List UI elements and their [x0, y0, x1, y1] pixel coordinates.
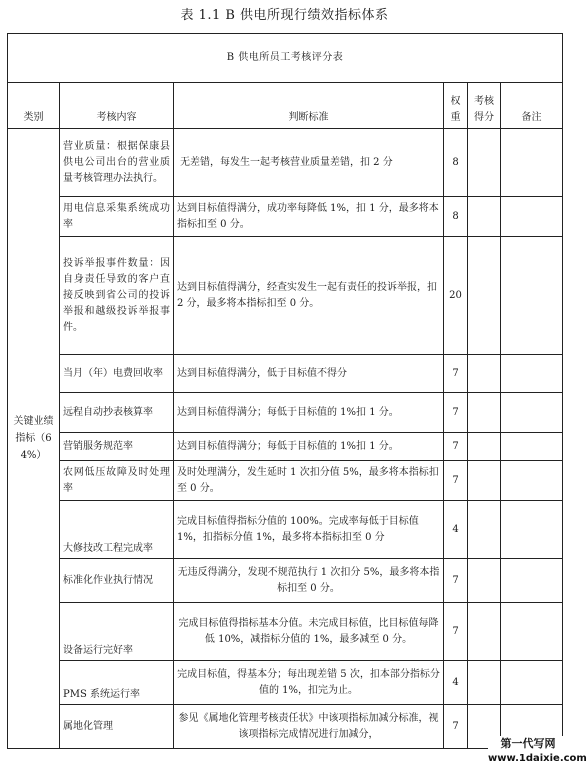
content-cell: 标准化作业执行情况 — [60, 559, 174, 603]
criteria-cell: 达到目标值得满分；每低于目标值的 1%扣 1 分。 — [174, 393, 444, 433]
remarks-cell[interactable] — [501, 461, 563, 501]
table-title: B 供电所员工考核评分表 — [8, 34, 563, 83]
table-row — [8, 129, 563, 197]
header-category: 类别 — [8, 83, 60, 129]
criteria-cell: 完成目标值得指标分值的 100%。完成率每低于目标值 1%，扣指标分值 1%，最多将本指标扣至 0 分 — [174, 501, 444, 559]
criteria-cell: 无违反得满分，发现不规范执行 1 次扣分 5%，最多将本指标扣至 0 分。 — [174, 559, 444, 603]
criteria-cell: 及时处理满分，发生延时 1 次扣分值 5%，最多将本指标扣至 0 分。 — [174, 461, 444, 501]
remarks-cell[interactable] — [501, 559, 563, 603]
header-score: 考核得分 — [468, 83, 501, 129]
content-cell: 远程自动抄表核算率 — [60, 393, 174, 433]
content-cell: 大修技改工程完成率 — [60, 501, 174, 559]
weight-cell: 8 — [444, 197, 468, 237]
content-cell: 农网低压故障及时处理率 — [60, 461, 174, 501]
weight-cell: 7 — [444, 355, 468, 393]
assessment-table — [7, 33, 563, 749]
remarks-cell[interactable] — [501, 661, 563, 705]
weight-cell: 7 — [444, 461, 468, 501]
weight-cell: 4 — [444, 661, 468, 705]
table-row — [8, 661, 563, 705]
weight-cell: 7 — [444, 603, 468, 661]
table-row — [8, 355, 563, 393]
criteria-cell: 达到目标值得满分，成功率每降低 1%，扣 1 分，最多将本指标扣至 0 分。 — [174, 197, 444, 237]
score-cell[interactable] — [468, 197, 501, 237]
criteria-cell: 完成目标值，得基本分；每出现差错 5 次，扣本部分指标分值的 1%，扣完为止。 — [174, 661, 444, 705]
weight-cell: 7 — [444, 705, 468, 749]
score-cell[interactable] — [468, 393, 501, 433]
header-row — [8, 83, 563, 129]
content-cell: 属地化管理 — [60, 705, 174, 749]
watermark — [488, 736, 587, 770]
score-cell[interactable] — [468, 559, 501, 603]
score-cell[interactable] — [468, 461, 501, 501]
watermark-text: 第一代写网 — [500, 737, 556, 750]
weight-cell: 8 — [444, 129, 468, 197]
criteria-cell: 达到目标值得满分，低于目标值不得分 — [174, 355, 444, 393]
remarks-cell[interactable] — [501, 355, 563, 393]
weight-cell: 20 — [444, 237, 468, 355]
category-cell: 关键业绩指标（64%） — [8, 129, 60, 749]
table-row — [8, 501, 563, 559]
table-row — [8, 237, 563, 355]
weight-cell: 7 — [444, 559, 468, 603]
score-cell[interactable] — [468, 603, 501, 661]
table-row — [8, 603, 563, 661]
header-content: 考核内容 — [60, 83, 174, 129]
content-cell: 当月（年）电费回收率 — [60, 355, 174, 393]
content-cell: 投诉举报事件数量：因自身责任导致的客户直接反映到省公司的投诉举报和越级投诉举报事件。 — [60, 237, 174, 355]
watermark-url: www.1daixie.com — [488, 753, 587, 764]
remarks-cell[interactable] — [501, 501, 563, 559]
remarks-cell[interactable] — [501, 237, 563, 355]
table-row — [8, 461, 563, 501]
score-cell[interactable] — [468, 501, 501, 559]
content-cell: 营业质量：根据保康县供电公司出台的营业质量考核管理办法执行。 — [60, 129, 174, 197]
table-row — [8, 705, 563, 749]
remarks-cell[interactable] — [501, 393, 563, 433]
header-remarks: 备注 — [501, 83, 563, 129]
score-cell[interactable] — [468, 129, 501, 197]
score-cell[interactable] — [468, 433, 501, 461]
remarks-cell[interactable] — [501, 129, 563, 197]
table-row — [8, 393, 563, 433]
criteria-cell: 达到目标值得满分；每低于目标值的 1%扣 1 分。 — [174, 433, 444, 461]
criteria-cell: 完成目标值得指标基本分值。未完成目标值，比目标值每降低 10%，减指标分值的 1%，最多减至 0 分。 — [174, 603, 444, 661]
table-row — [8, 559, 563, 603]
table-row — [8, 197, 563, 237]
content-cell: 营销服务规范率 — [60, 433, 174, 461]
table-title-row — [8, 34, 563, 83]
remarks-cell[interactable] — [501, 197, 563, 237]
content-cell: 用电信息采集系统成功率 — [60, 197, 174, 237]
document-title: 表 1.1 B 供电所现行绩效指标体系 — [180, 8, 389, 23]
content-cell: PMS 系统运行率 — [60, 661, 174, 705]
weight-cell: 7 — [444, 433, 468, 461]
header-criteria: 判断标准 — [174, 83, 444, 129]
score-cell[interactable] — [468, 237, 501, 355]
content-cell: 设备运行完好率 — [60, 603, 174, 661]
score-cell[interactable] — [468, 355, 501, 393]
criteria-cell: 无差错，每发生一起考核营业质量差错，扣 2 分 — [174, 129, 444, 197]
criteria-cell: 达到目标值得满分，经查实发生一起有责任的投诉举报，扣 2 分，最多将本指标扣至 0 分。 — [174, 237, 444, 355]
header-weight: 权重 — [444, 83, 468, 129]
score-cell[interactable] — [468, 661, 501, 705]
criteria-cell: 参见《属地化管理考核责任状》中该项指标加减分标准，视该项指标完成情况进行加减分， — [174, 705, 444, 749]
remarks-cell[interactable] — [501, 603, 563, 661]
weight-cell: 7 — [444, 393, 468, 433]
table-row — [8, 433, 563, 461]
remarks-cell[interactable] — [501, 433, 563, 461]
weight-cell: 4 — [444, 501, 468, 559]
